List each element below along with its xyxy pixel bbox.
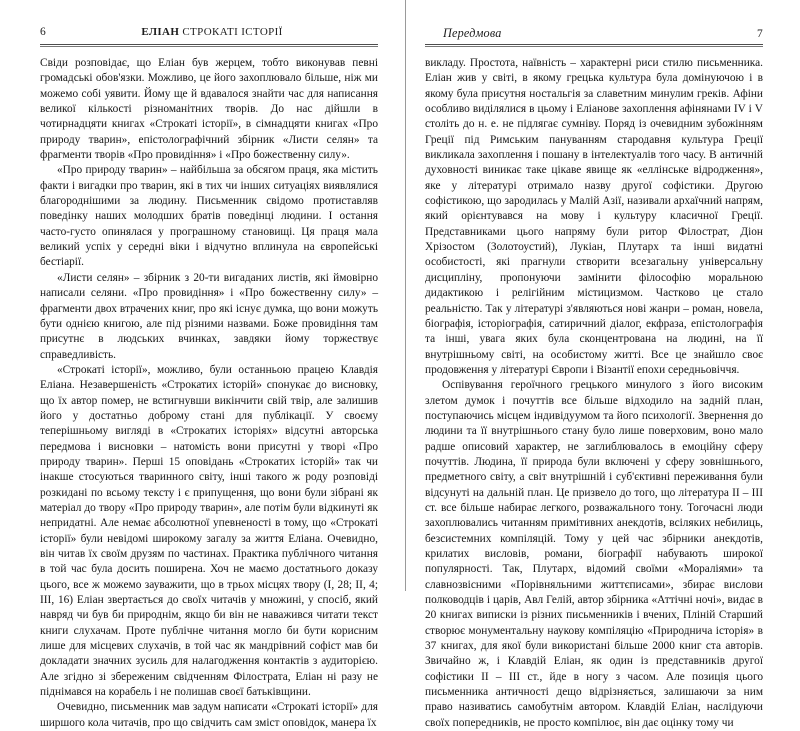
verso-running-head — [40, 26, 378, 41]
verso-head-rule — [40, 44, 378, 47]
verso-page-number: 6 — [40, 26, 46, 38]
verso-paragraph-4: «Строкаті історії», можливо, були останньою працею Клавдія Еліана. Незавершеність «Строкатих історій» спонукає до висновку, що їх автор помер, не встигнувши викінчити свій твір, але залишив його у достатньо доброму стані для публікації. У своєму теперішньому вигляді в «Строкатих історіях» відсутні авторська передмова і висновки – натомість вони присутні у творі «Про природу тварин». Перші 15 оповідань «Строкатих історій» так чи інакше стосуються тваринного світу, інші такого ж роду розповіді розкидані по всьому тексту і є припущення, що вони були зібрані як матеріал до твору «Про природу тварин», але потім були відкинуті як непридатні. Але немає абсолютної упевненості в тому, що «Строкаті історії» були невідомі широкому загалу за життя Еліана. Очевидно, він читав їх своїм друзям по частинах. Практика публічного читання в той час була досить поширена. Хоч не маємо достатнього доказу цього, все ж можемо зауважити, що в трьох місцях твору (I, 28; II, 4; III, 16) Еліан звертається до своїх читачів у множині, у спосіб, який навряд чи був би природнім, якщо би він не наважився читати текст книги слухачам. Проте публічне читання могло би бути корисним лише для місцевих слухачів, в той час як мандрівний софіст мав би докладати значних зусиль для налагодження контактів з аудиторією. Але згідно зі збереженим свідченням Філострата, Еліан ні разу не піднімався на корабель і не полишав своєї батьківщини. — [40, 363, 378, 699]
verso-book-title-rest: СТРОКАТІ ІСТОРІЇ — [179, 26, 283, 38]
recto-paragraph-1: викладу. Простота, наївність – характерні риси стилю письменника. Еліан жив у світі, в якому грецька культура була домінуючою і в якому була присутня ностальгія за славетним минулим греків. Афіни особливо виділялися в цьому і Еліанове захоплення афінянами IV і V століть до н. е. не підлягає сумніву. Поряд із очевидним зубожінням Греції під Римським пануванням стародавня культура Греції викликала захоплення і пошану в інтелектуалів того часу. В античній духовності виникає таке цікаве явище як «еллінське відродження», яке у літературі отримало назву другої софістики. Другою софістикою, що зародилась у Малій Азії, називали архаїчний напрям, який орієнтувався на мову і культуру класичної Греції. Представниками цього напряму були ритор Філострат, Діон Хрізостом (Золотоустий), Лукіан, Плутарх та інші видатні особистості, які прагнули створити всезагальну універсальну дисципліну, пропонуючи замінити філософію моральною дидактикою і релігійним містицизмом. Частково це стало реальністю. Так у літературі з'являються нові жанри – роман, новела, біографія, історіографія, сатиричний діалог, екфраза, епістолографія та інші, увага яких була сконцентрована на людині, на її внутрішньому світі, на особистому житті. Все це знайшло своє продовження у літературі Європи і Візантії епохи середньовіччя. — [425, 57, 763, 376]
verso-paragraph-2: «Про природу тварин» – найбільша за обсягом праця, яка містить факти і вигадки про тварин, які в тих чи інших ситуаціях виявлялися благороднішими за людину. Письменник свідомо протиставляв поведінку наших молодших братів поведінці людини. І остання часто-густо опинялася у програшному становищі. Ця праця мала великий успіх у середні віки і відчутно вплинула на європейські бестіарії. — [40, 164, 378, 269]
recto-page — [405, 0, 800, 729]
recto-section-title: Передмова — [443, 26, 502, 40]
verso-body-text — [40, 56, 378, 731]
recto-head-rule — [425, 44, 763, 47]
verso-book-title — [46, 26, 378, 38]
recto-paragraph-2: Оспівування героїчного грецького минулого з його високим злетом думок і почуттів все більше відходило на задній план, поступаючись місцем індивідуумом та його психології. Звернення до людини та її внутрішнього стану було лише поверховим, воно мало радше описовий характер, не заглиблювалось в емоційну сферу почуттів. Людина, її природа були включені у сферу зовнішнього, предметного світу, а світ внутрішній і суб'єктивні переживання були відсунуті на дальній план. Це призвело до того, що література II – III ст. все більше набирає легкого, розважального тону. Тогочасні люди захоплювались читанням примітивних анекдотів, всіляких небилиць, безсистемних компіляцій. Тому у цей час збірники анекдотів, крилатих висловів, романи, біографії набувають широкої популярності. Так, Плутарх, відомий своїми «Мораліями» та славнозвісними «Порівняльними життєписами», збирає вислови полководців і царів, Авл Гелій, автор збірника «Аттічні ночі», видає в 20 книгах виписки із різних письменників і вчених, Пліній Старший створює монументальну наукову компіляцію «Природнича історія» в 37 книгах, для якої були використані більше 2000 книг ста авторів. Звичайно ж, і Клавдій Еліан, як один із представників другої софістики II – III ст., йде в ногу з часом. Але позиція цього письменника античності дещо відрізняється, залишаючи за ним право називатись самобутнім автором. Клавдій Еліан, наслідуючи своїх попередників, не просто компілює, він дає оцінку тому чи — [425, 379, 763, 729]
verso-paragraph-1: Свіди розповідає, що Еліан був жерцем, тобто виконував певні громадські обов'язки. Можливо, це його захоплювало більше, ніж ми можемо собі уявити. Йому ще й вдавалося знайти час для написання великої кількості різноманітних творів. До нас дійшли в чотирнадцяти книгах «Строкаті історії», в сімнадцяти книгах «Про природу тварин», епістолографічний збірник «Листи селян» та фрагменти творів «Про провидіння» і «Про божественну силу». — [40, 57, 378, 162]
recto-page-number: 7 — [757, 28, 763, 40]
recto-body-text — [425, 56, 763, 731]
verso-paragraph-3: «Листи селян» – збірник з 20-ти вигаданих листів, які ймовірно написали селяни. «Про провидіння» і «Про божественну силу» – фрагменти двох втрачених книг, про які існує думка, що вони можуть бути однією книгою, але під різними назвами. Боже провидіння там присутнє в людських вчинках, завдяки йому торжествує справедливість. — [40, 271, 378, 361]
recto-running-head — [425, 26, 763, 41]
verso-book-title-lead: ЕЛІАН — [141, 26, 180, 38]
verso-paragraph-5: Очевидно, письменник мав задум написати «Строкаті історії» для ширшого кола читачів, про що свідчить сам зміст оповідок, манера їх — [40, 701, 378, 729]
